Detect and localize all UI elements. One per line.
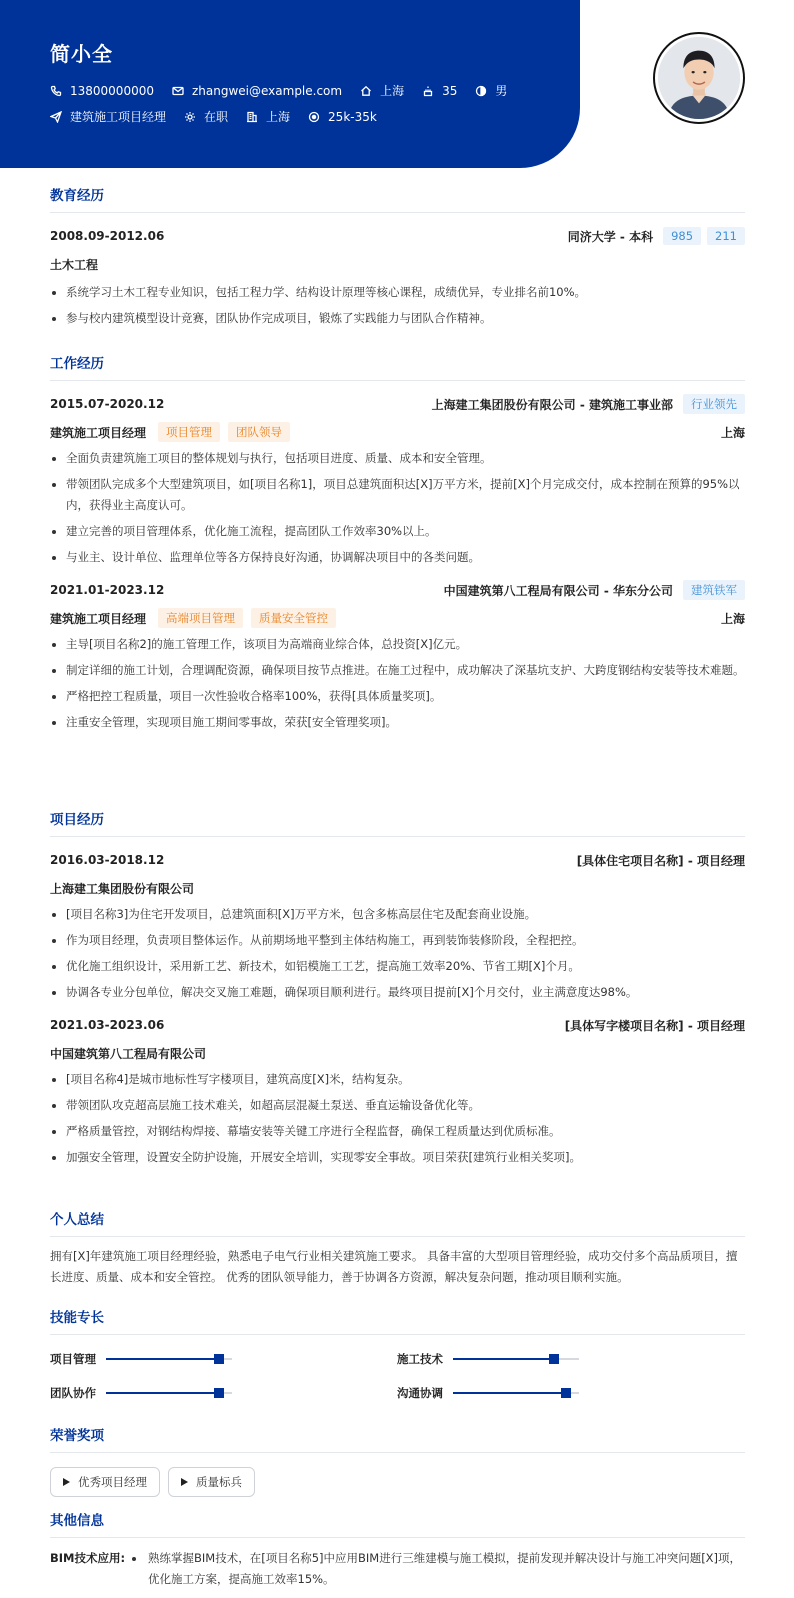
award-name: 质量标兵 bbox=[196, 1475, 242, 1489]
position-text: 建筑施工项目经理 bbox=[70, 110, 167, 124]
job-date: 2021.01-2023.12 bbox=[50, 583, 165, 597]
project-bullets bbox=[50, 904, 745, 1003]
list-item: [项目名称3]为住宅开发项目，总建筑面积[X]万平方米，包含多栋高层住宅及配套商业设施。 bbox=[50, 904, 745, 925]
skill-fill bbox=[453, 1392, 566, 1394]
section-title: 荣誉奖项 bbox=[50, 1424, 745, 1453]
skills-section bbox=[50, 1306, 745, 1403]
gender-text: 男 bbox=[495, 84, 508, 98]
project-bullets bbox=[50, 1069, 745, 1168]
section-title: 个人总结 bbox=[50, 1208, 745, 1237]
school-info bbox=[568, 227, 745, 245]
skill-item bbox=[50, 1349, 397, 1369]
section-title: 项目经历 bbox=[50, 808, 745, 837]
school-name: 同济大学 - 本科 bbox=[567, 229, 654, 244]
gender-icon bbox=[475, 85, 487, 97]
age-icon bbox=[422, 85, 434, 97]
skill-knob bbox=[549, 1354, 559, 1364]
phone-text: 13800000000 bbox=[70, 83, 154, 98]
company-info bbox=[432, 394, 745, 414]
skill-bar bbox=[106, 1358, 232, 1360]
age-text: 35 bbox=[442, 83, 458, 98]
status-info bbox=[184, 108, 228, 125]
job-bullets bbox=[50, 448, 745, 568]
location-info bbox=[360, 82, 404, 99]
skill-item bbox=[397, 1383, 744, 1403]
education-date: 2008.09-2012.06 bbox=[50, 229, 165, 243]
play-triangle-icon bbox=[181, 1478, 188, 1486]
company-tag: 行业领先 bbox=[683, 394, 745, 414]
role-tag: 团队领导 bbox=[228, 422, 290, 442]
award-chip bbox=[50, 1467, 160, 1497]
skill-item bbox=[50, 1383, 397, 1403]
job-role bbox=[50, 608, 336, 628]
other-info bbox=[50, 1548, 745, 1590]
job-date: 2015.07-2020.12 bbox=[50, 397, 165, 411]
project-date: 2016.03-2018.12 bbox=[50, 853, 165, 867]
gender-info bbox=[475, 82, 507, 99]
job-bullets bbox=[50, 634, 745, 733]
project-company-line bbox=[50, 878, 745, 898]
age-info bbox=[422, 84, 457, 98]
list-item: 注重安全管理，实现项目施工期间零事故，荣获[安全管理奖项]。 bbox=[50, 712, 745, 733]
resume-header bbox=[0, 0, 580, 168]
section-title: 工作经历 bbox=[50, 352, 745, 381]
company-name: 上海建工集团股份有限公司 - 建筑施工事业部 bbox=[431, 397, 673, 412]
email-text: zhangwei@example.com bbox=[191, 83, 343, 98]
award-name: 优秀项目经理 bbox=[78, 1475, 147, 1489]
list-item: 优化施工组织设计，采用新工艺、新技术，如铝模施工工艺，提高施工效率20%、节省工期[X]个月。 bbox=[50, 956, 745, 977]
email-info bbox=[172, 84, 342, 98]
role-tag: 高端项目管理 bbox=[158, 608, 243, 628]
skill-fill bbox=[453, 1358, 554, 1360]
skill-knob bbox=[214, 1388, 224, 1398]
mail-icon bbox=[172, 85, 184, 97]
role-title: 建筑施工项目经理 bbox=[50, 611, 147, 626]
list-item: 协调各专业分包单位，解决交叉施工难题，确保项目顺利进行。最终项目提前[X]个月交付，业主满意度达98%。 bbox=[50, 982, 745, 1003]
location-text: 上海 bbox=[380, 84, 405, 98]
project-company: 上海建工集团股份有限公司 bbox=[50, 881, 195, 896]
avatar bbox=[658, 37, 740, 119]
project-entry-head bbox=[50, 850, 745, 870]
company-tag: 建筑铁军 bbox=[683, 580, 745, 600]
project-date: 2021.03-2023.06 bbox=[50, 1018, 165, 1032]
list-item: 全面负责建筑施工项目的整体规划与执行，包括项目进度、质量、成本和安全管理。 bbox=[50, 448, 745, 469]
list-item: [项目名称4]是城市地标性写字楼项目，建筑高度[X]米，结构复杂。 bbox=[50, 1069, 745, 1090]
school-tag: 211 bbox=[707, 227, 745, 245]
position-info bbox=[50, 108, 166, 125]
skill-item bbox=[397, 1349, 744, 1369]
education-entry-head bbox=[50, 226, 745, 246]
major: 土木工程 bbox=[50, 257, 99, 272]
role-tag: 项目管理 bbox=[158, 422, 220, 442]
education-section bbox=[50, 184, 745, 329]
job-role bbox=[50, 422, 290, 442]
list-item: 带领团队完成多个大型建筑项目，如[项目名称1]，项目总建筑面积达[X]万平方米，提前[X]个月完成交付，成本控制在预算的95%以内，获得业主高度认可。 bbox=[50, 474, 745, 516]
section-title: 教育经历 bbox=[50, 184, 745, 213]
job-city: 上海 bbox=[720, 611, 745, 626]
summary-section bbox=[50, 1208, 745, 1288]
skill-knob bbox=[214, 1354, 224, 1364]
skill-name: 沟通协调 bbox=[397, 1386, 443, 1400]
other-label: BIM技术应用: bbox=[50, 1551, 126, 1565]
status-icon bbox=[184, 111, 196, 123]
profile-photo-icon bbox=[658, 37, 740, 119]
education-bullets bbox=[50, 282, 745, 329]
other-section bbox=[50, 1509, 745, 1590]
list-item: 与业主、设计单位、监理单位等各方保持良好沟通，协调解决项目中的各类问题。 bbox=[50, 547, 745, 568]
skill-bar bbox=[453, 1358, 579, 1360]
list-item: 系统学习土木工程专业知识，包括工程力学、结构设计原理等核心课程，成绩优异，专业排名前10%。 bbox=[50, 282, 745, 303]
list-item: 参与校内建筑模型设计竞赛，团队协作完成项目，锻炼了实践能力与团队合作精神。 bbox=[50, 308, 745, 329]
company-info bbox=[444, 580, 745, 600]
projects-section bbox=[50, 808, 745, 1168]
work-city-text: 上海 bbox=[266, 110, 291, 124]
salary-text: 25k-35k bbox=[328, 109, 377, 124]
school-tag: 985 bbox=[663, 227, 701, 245]
job-role-line bbox=[50, 422, 745, 442]
list-item: 严格质量管控，对钢结构焊接、幕墙安装等关键工序进行全程监督，确保工程质量达到优质标准。 bbox=[50, 1121, 745, 1142]
contact-row bbox=[50, 82, 525, 99]
send-icon bbox=[50, 111, 62, 123]
skill-fill bbox=[106, 1392, 219, 1394]
work-section bbox=[50, 352, 745, 733]
list-item: 主导[项目名称2]的施工管理工作，该项目为高端商业综合体，总投资[X]亿元。 bbox=[50, 634, 745, 655]
company-name: 中国建筑第八工程局有限公司 - 华东分公司 bbox=[443, 583, 673, 598]
awards-list bbox=[50, 1467, 745, 1497]
work-city-info bbox=[246, 108, 290, 125]
building-icon bbox=[246, 111, 258, 123]
role-tag: 质量安全管控 bbox=[251, 608, 336, 628]
summary-text: 拥有[X]年建筑施工项目经理经验，熟悉电子电气行业相关建筑施工要求。 具备丰富的大型项目管理经验，成功交付多个高品质项目，擅长进度、质量、成本和安全管控。 优秀的团队领导能力，善于协调各方资源，解决复杂问题，推动项目顺利实施。 bbox=[50, 1249, 738, 1284]
skill-bar bbox=[106, 1392, 232, 1394]
skill-fill bbox=[106, 1358, 219, 1360]
award-chip bbox=[168, 1467, 255, 1497]
play-triangle-icon bbox=[63, 1478, 70, 1486]
section-title: 技能专长 bbox=[50, 1306, 745, 1335]
job-entry-head bbox=[50, 580, 745, 600]
awards-section bbox=[50, 1424, 745, 1497]
job-role-line bbox=[50, 608, 745, 628]
project-name: [具体写字楼项目名称] - 项目经理 bbox=[564, 1018, 745, 1033]
section-title: 其他信息 bbox=[50, 1509, 745, 1538]
job-row bbox=[50, 108, 395, 125]
role-title: 建筑施工项目经理 bbox=[50, 425, 147, 440]
skill-name: 施工技术 bbox=[397, 1352, 443, 1366]
salary-icon bbox=[308, 111, 320, 123]
job-city: 上海 bbox=[720, 425, 745, 440]
list-item: 严格把控工程质量，项目一次性验收合格率100%，获得[具体质量奖项]。 bbox=[50, 686, 745, 707]
list-item: 建立完善的项目管理体系，优化施工流程，提高团队工作效率30%以上。 bbox=[50, 521, 745, 542]
skill-name: 团队协作 bbox=[50, 1386, 96, 1400]
other-text: 熟练掌握BIM技术，在[项目名称5]中应用BIM进行三维建模与施工模拟，提前发现并解决设计与施工冲突问题[X]项，优化施工方案，提高施工效率15%。 bbox=[124, 1548, 745, 1590]
skill-name: 项目管理 bbox=[50, 1352, 96, 1366]
salary-info bbox=[308, 110, 377, 124]
list-item: 制定详细的施工计划，合理调配资源，确保项目按节点推进。在施工过程中，成功解决了深基坑支护、大跨度钢结构安装等技术难题。 bbox=[50, 660, 745, 681]
project-company: 中国建筑第八工程局有限公司 bbox=[50, 1046, 207, 1061]
list-item: 带领团队攻克超高层施工技术难关，如超高层混凝土泵送、垂直运输设备优化等。 bbox=[50, 1095, 745, 1116]
project-entry-head bbox=[50, 1015, 745, 1035]
major-line bbox=[50, 254, 745, 274]
avatar-frame bbox=[653, 32, 745, 124]
phone-info bbox=[50, 84, 154, 98]
job-entry-head bbox=[50, 394, 745, 414]
list-item: 加强安全管理，设置安全防护设施，开展安全培训，实现零安全事故。项目荣获[建筑行业相关奖项]。 bbox=[50, 1147, 745, 1168]
project-company-line bbox=[50, 1043, 745, 1063]
skill-bar bbox=[453, 1392, 579, 1394]
home-icon bbox=[360, 85, 372, 97]
candidate-name: 简小全 bbox=[50, 42, 113, 66]
phone-icon bbox=[50, 85, 62, 97]
skill-knob bbox=[561, 1388, 571, 1398]
status-text: 在职 bbox=[204, 110, 229, 124]
skills-grid bbox=[50, 1349, 745, 1403]
list-item: 作为项目经理，负责项目整体运作。从前期场地平整到主体结构施工，再到装饰装修阶段，全程把控。 bbox=[50, 930, 745, 951]
project-name: [具体住宅项目名称] - 项目经理 bbox=[576, 853, 745, 868]
